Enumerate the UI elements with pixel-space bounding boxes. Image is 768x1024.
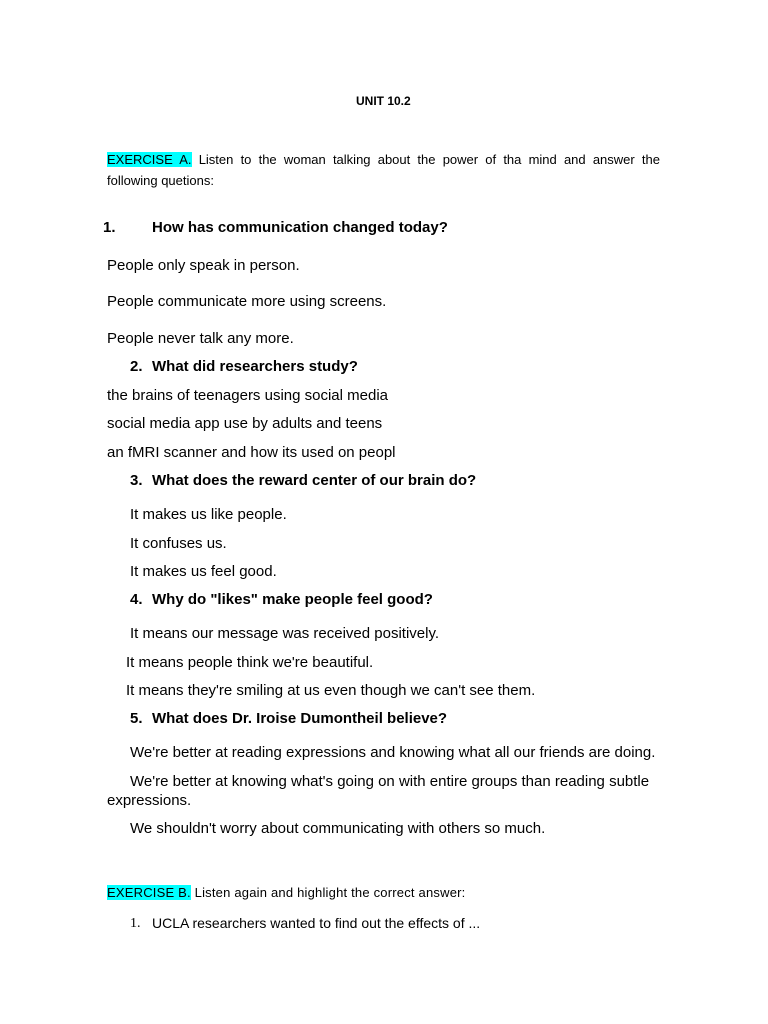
q5-option-1: We're better at reading expressions and knowing what all our friends are doing. [130, 744, 656, 761]
q3-option-1: It makes us like people. [130, 506, 287, 523]
exercise-a-instructions [107, 149, 660, 191]
exercise-b-instructions [107, 885, 465, 900]
exercise-b-text: Listen again and highlight the correct answer: [190, 885, 466, 900]
q1-option-1: People only speak in person. [107, 257, 300, 274]
q1-option-3: People never talk any more. [107, 330, 294, 347]
q3-option-2: It confuses us. [130, 535, 227, 552]
q4-option-2: It means people think we're beautiful. [126, 654, 374, 671]
q4-option-3: It means they're smiling at us even though we can't see them. [126, 682, 536, 699]
q5-option-3: We shouldn't worry about communicating with others so much. [130, 820, 546, 837]
q5-option-2-continued: expressions. [107, 792, 192, 809]
question-4-number: 4. [130, 591, 143, 608]
question-1-number: 1. [103, 219, 116, 236]
question-3-text: What does the reward center of our brain do? [152, 472, 477, 489]
q2-option-1: the brains of teenagers using social media [107, 387, 389, 404]
question-3-number: 3. [130, 472, 143, 489]
exercise-b-label: EXERCISE B. [107, 885, 191, 900]
q1-option-2: People communicate more using screens. [107, 293, 387, 310]
exercise-a-label: EXERCISE A. [107, 152, 192, 167]
exercise-b-item-1-number: 1. [130, 916, 141, 931]
question-4-text: Why do "likes" make people feel good? [152, 591, 433, 608]
question-2-text: What did researchers study? [152, 358, 358, 375]
q4-option-1: It means our message was received positively. [130, 625, 440, 642]
question-1-text: How has communication changed today? [152, 219, 448, 236]
exercise-a-text: Listen to the woman talking about the power of tha mind and answer the following quetions: [107, 152, 660, 188]
unit-title: UNIT 10.2 [356, 94, 411, 108]
exercise-b-item-1-text: UCLA researchers wanted to find out the effects of ... [152, 915, 481, 931]
question-5-text: What does Dr. Iroise Dumontheil believe? [152, 710, 448, 727]
q2-option-2: social media app use by adults and teens [107, 415, 383, 432]
question-2-number: 2. [130, 358, 143, 375]
q5-option-2: We're better at knowing what's going on with entire groups than reading subtle [130, 773, 650, 790]
q3-option-3: It makes us feel good. [130, 563, 277, 580]
q2-option-3: an fMRI scanner and how its used on peopl [107, 444, 396, 461]
question-5-number: 5. [130, 710, 143, 727]
